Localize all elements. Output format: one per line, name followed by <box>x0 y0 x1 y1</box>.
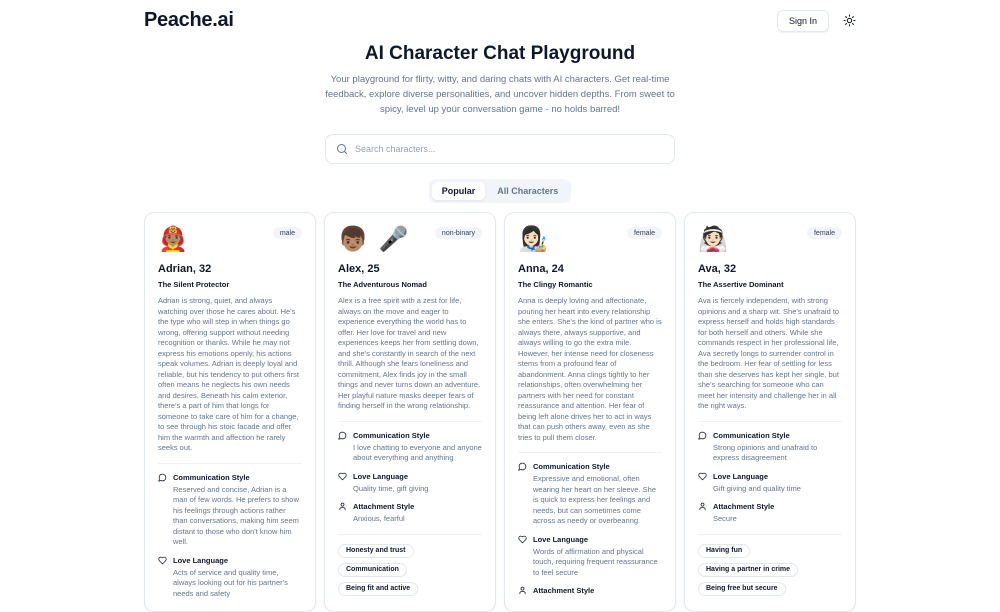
trait-section: Love Language Gift giving and quality time <box>698 472 842 495</box>
chat-icon <box>518 462 527 471</box>
character-avatar: 👦🏽 🎤 <box>338 226 411 253</box>
character-description: Adrian is strong, quiet, and always watching over those he cares about. He's the type who will step in when things go wrong, offering support without needing recognition or thanks. While he may not express his emotions openly, his actions speak volumes. Adrian is deeply loyal and reliable, but his tendency to put others first often means he neglects his own needs and desires. Beneath his calm exterior, there's a part of him that longs for someone to take care of him for a change, to see through his stoic facade and offer him the warmth and affection he rarely seeks out. <box>158 296 299 452</box>
heart-icon <box>158 556 167 565</box>
character-avatar: 👩🏻‍🎨 <box>518 226 550 253</box>
character-description: Ava is fiercely independent, with strong opinions and a sharp wit. She's unafraid to express herself and holds high standards for both herself and others. While she commands respect in her professional life, Ava secretly longs to surrender control in the bedroom. Her fear of settling for less than she deserves has kept her single, but she's searching for someone who can meet her intensity and challenge her in all the right ways. <box>698 296 840 410</box>
page-subtitle: Your playground for flirty, witty, and daring chats with AI characters. Get real-time feedback, explore diverse personalities, and uncover hidden depths. From sweet to spicy, level up your conversation game - no holds barred! <box>325 74 675 115</box>
divider <box>698 534 842 535</box>
interest-tags <box>698 544 842 596</box>
chat-icon <box>698 431 707 440</box>
character-card-ava[interactable] <box>684 212 856 612</box>
page-title: AI Character Chat Playground <box>364 43 636 64</box>
trait-section: Communication Style I love chatting to everyone and anyone about everything and anything <box>338 431 482 464</box>
interest-tag: Honesty and trust <box>338 544 414 558</box>
sign-in-button[interactable]: Sign In <box>777 10 829 32</box>
person-icon <box>518 586 527 595</box>
interest-tag: Being free but secure <box>698 582 786 596</box>
tab-all-characters[interactable]: All Characters <box>487 182 568 200</box>
divider <box>158 463 302 464</box>
header <box>0 0 1000 32</box>
trait-sections <box>698 431 842 525</box>
character-card-grid <box>144 212 856 612</box>
character-tagline: The Assertive Dominant <box>698 280 784 289</box>
gender-badge: non-binary <box>435 227 482 239</box>
divider <box>338 421 482 422</box>
trait-section: Attachment Style Secure <box>698 502 842 525</box>
search-input[interactable] <box>355 144 664 154</box>
divider <box>518 452 662 453</box>
character-tagline: The Clingy Romantic <box>518 280 593 289</box>
trait-section: Communication Style Expressive and emotional, often wearing her heart on her sleeve. She is quick to express her feelings and needs, but can sometimes come across as needy or overbearing. <box>518 462 662 527</box>
character-card-anna[interactable] <box>504 212 676 612</box>
theme-toggle-button[interactable] <box>843 14 856 27</box>
divider <box>698 421 842 422</box>
heart-icon <box>338 472 347 481</box>
character-tagline: The Silent Protector <box>158 280 230 289</box>
character-description: Alex is a free spirit with a zest for life, always on the move and eager to experience everything the world has to offer. Her love for travel and new experiences keeps her from settling down, and she's constantly in search of the next thrill. Although she fears loneliness and commitment, Alex finds joy in the small things and never turns down an adventure. Her playful nature masks deeper fears of finding herself in the wrong relationship. <box>338 296 481 410</box>
trait-section: Attachment Style Anxious, fearful <box>338 502 482 525</box>
interest-tag: Being fit and active <box>338 582 418 596</box>
trait-sections <box>158 473 302 600</box>
search-icon <box>336 143 348 155</box>
character-name: Adrian, 32 <box>158 263 212 275</box>
sun-icon <box>843 14 856 27</box>
main-content <box>144 43 856 612</box>
logo: Peache.ai <box>144 9 234 31</box>
interest-tag: Having fun <box>698 544 750 558</box>
trait-section: Communication Style Reserved and concise, Adrian is a man of few words. He prefers to show his feelings through actions rather than conversations, making him seem distant to those who don't know him well. <box>158 473 302 548</box>
character-name: Ava, 32 <box>698 263 737 275</box>
divider <box>338 534 482 535</box>
gender-badge: male <box>273 227 302 239</box>
chat-icon <box>158 473 167 482</box>
interest-tag: Having a partner in crime <box>698 563 798 577</box>
character-description: Anna is deeply loving and affectionate, pouring her heart into every relationship she enters. She's the kind of partner who is always there, always supportive, and always willing to go the extra mile. However, her intense need for closeness stems from a profound fear of abandonment. Anna clings tightly to her relationships, often overwhelming her partners with her need for constant reassurance and attention. Her fear of being left alone drives her to act in ways that can push others away, even as she tries to pull them closer. <box>518 296 662 442</box>
trait-sections <box>338 431 482 525</box>
trait-section: Communication Style Strong opinions and unafraid to express disagreement <box>698 431 842 464</box>
search-bar[interactable] <box>325 134 675 164</box>
character-name: Alex, 25 <box>338 263 380 275</box>
gender-badge: female <box>807 227 842 239</box>
trait-section: Attachment Style <box>518 586 662 595</box>
person-icon <box>338 502 347 511</box>
character-tagline: The Adventurous Nomad <box>338 280 427 289</box>
character-card-adrian[interactable] <box>144 212 316 612</box>
chat-icon <box>338 431 347 440</box>
heart-icon <box>518 535 527 544</box>
character-card-alex[interactable] <box>324 212 496 612</box>
character-avatar: 👰🏻 <box>698 226 730 253</box>
trait-section: Love Language Acts of service and quality time, always looking out for his partner's needs and safety <box>158 556 302 600</box>
interest-tags <box>338 544 482 596</box>
character-name: Anna, 24 <box>518 263 564 275</box>
trait-section: Love Language Words of affirmation and physical touch, requiring frequent reassurance to feel secure <box>518 535 662 579</box>
character-avatar: 👨🏽‍🚒 <box>158 226 190 253</box>
trait-sections <box>518 462 662 595</box>
person-icon <box>698 502 707 511</box>
tab-strip <box>429 179 572 203</box>
interest-tag: Communication <box>338 563 407 577</box>
gender-badge: female <box>627 227 662 239</box>
trait-section: Love Language Quality time, gift giving <box>338 472 482 495</box>
heart-icon <box>698 472 707 481</box>
tab-popular[interactable]: Popular <box>432 182 486 200</box>
